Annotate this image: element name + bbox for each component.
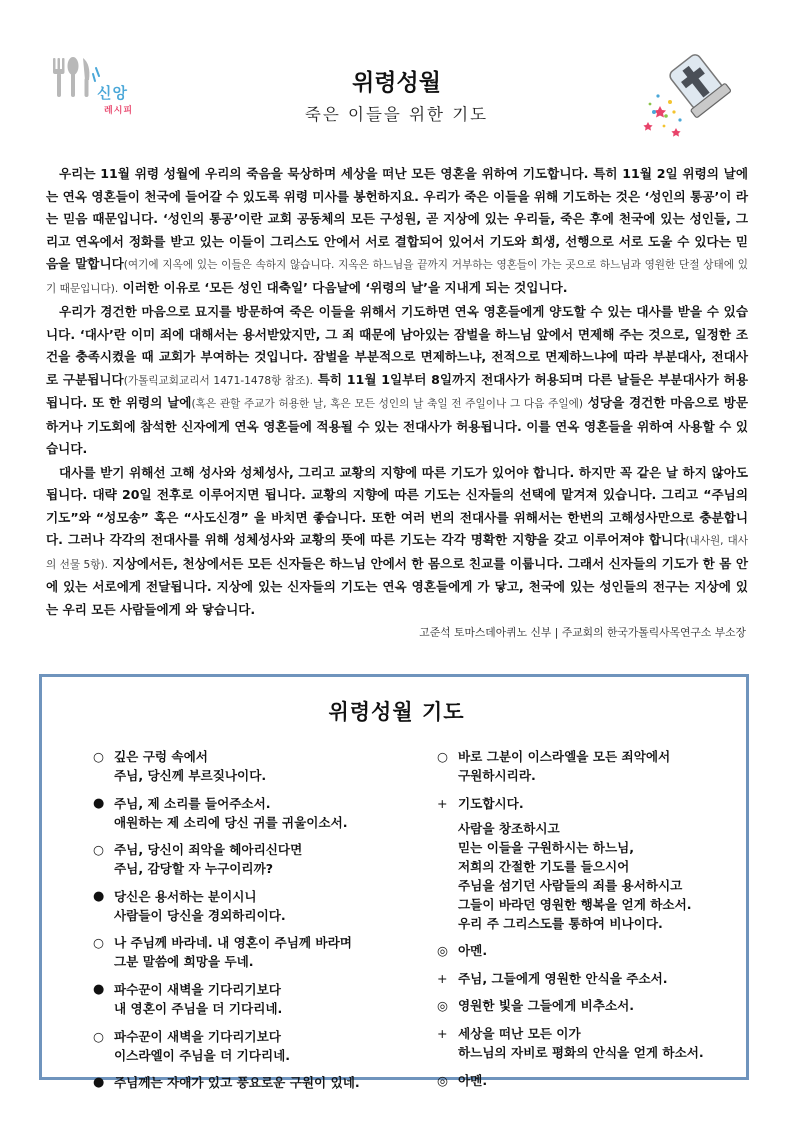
prayer-line: 주님을 섬기던 사람들의 죄를 용서하시고 [458, 877, 683, 893]
prayer-verse [437, 996, 747, 1015]
text-run: 성당을 경건한 마음으로 방문하거나 기도회에 참석한 신자에게 연옥 영혼들에 적용될 수 있는 전대사가 허용됩니다. 이를 연옥 영혼들을 위하여 사용할 수 있습니다. [46, 395, 749, 456]
filled-circle-marker: ● [93, 888, 105, 904]
article-body [46, 163, 748, 622]
cross-marker: + [437, 795, 448, 811]
prayer-line: 사람들이 당신을 경외하리이다. [114, 907, 286, 923]
prayer-verse [437, 1071, 747, 1090]
prayer-verse [437, 1024, 747, 1062]
text-run: 우리는 11월 위령 성월에 우리의 죽음을 묵상하며 세상을 떠난 모든 영혼을 위하여 기도합니다. 특히 11월 2일 위령의 날에는 연옥 영혼들이 천국에 들어갈 수 있도록 위령 미사를 봉헌하지요. 우리가 죽은 이들을 위해 기도하는 것은 ‘성인의 통공’이 라는 믿음 때문입니다. ‘성인의 통공’이란 교회 공동체의 모든 구성원, 곧 지상에 있는 우리들, 죽은 후에 천국에 있는 성인들, 그리고 연옥에서 정화를 받고 있는 이들이 그리스도 안에서 서로 결합되어 있어서 기도와 희생, 선행으로 서로 도울 수 있다는 믿음을 말합니다 [46, 166, 748, 271]
double-circle-marker: ◎ [437, 943, 448, 959]
prayer-verse [93, 1027, 423, 1065]
prayer-verse [93, 1073, 423, 1092]
double-circle-marker: ◎ [437, 1072, 448, 1088]
article-paragraph-1 [46, 163, 748, 300]
prayer-line: 주님, 당신이 죄악을 헤아리신다면 [114, 842, 303, 858]
prayer-line: 나 주님께 바라네. 내 영혼이 주님께 바라며 [114, 935, 352, 951]
prayer-verse [93, 933, 423, 971]
open-circle-marker: ○ [93, 842, 104, 858]
prayer-line: 기도합시다. [458, 795, 524, 811]
prayer-verse [437, 747, 747, 785]
text-run: 지상에서든, 천상에서든 모든 신자들은 하느님 안에서 한 몸으로 친교를 이룹니다. 그래서 신자들의 기도가 한 몸 안에 있는 서로에게 전달됩니다. 지상에 있는 신자들의 기도는 연옥 영혼들에게 가 닿고, 천국에 있는 성인들의 전구는 지상에 있는 우리 모든 사람들에게 와 닿습니다. [46, 555, 748, 617]
prayer-line: 파수꾼이 새벽을 기다리기보다 [114, 981, 281, 997]
prayer-line: 주님, 감당할 자 누구이리까? [114, 861, 274, 877]
prayer-verse [437, 941, 747, 960]
article-paragraph-2 [46, 301, 748, 461]
prayer-line: 바로 그분이 이스라엘을 모든 죄악에서 [458, 749, 671, 764]
page-subtitle: 죽은 이들을 위한 기도 [304, 105, 489, 124]
prayer-verse [93, 980, 423, 1018]
prayer-line: 아멘. [458, 943, 488, 959]
prayer-line: 우리 주 그리스도를 통하여 비나이다. [458, 915, 663, 931]
prayer-verse [437, 969, 747, 988]
logo-brand-text: 신앙 [97, 84, 128, 102]
prayer-line: 주님, 그들에게 영원한 안식을 주소서. [458, 970, 668, 986]
prayer-verse [93, 794, 423, 832]
prayer-line: 저희의 간절한 기도를 들으시어 [458, 858, 630, 874]
prayer-line: 애원하는 제 소리에 당신 귀를 귀울이소서. [114, 814, 348, 830]
open-circle-marker: ○ [93, 1028, 104, 1044]
note-run: (혹은 관할 주교가 허용한 날, 혹은 모든 성인의 날 축일 전 주일이나 그 다음 주일에) [191, 398, 583, 410]
filled-circle-marker: ● [93, 1075, 105, 1091]
prayer-verse [93, 887, 423, 925]
prayer-line: 이스라엘이 주님을 더 기다리네. [114, 1047, 291, 1063]
prayer-line: 주님, 제 소리를 들어주소서. [114, 795, 271, 811]
prayer-line: 파수꾼이 새벽을 기다리기보다 [114, 1028, 281, 1044]
prayer-title: 위령성월 기도 [328, 700, 465, 724]
prayer-line: 그들이 바라던 영원한 행복을 얻게 하소서. [458, 896, 692, 912]
prayer-line: 믿는 이들을 구원하시는 하느님, [458, 839, 635, 855]
prayer-line: 영원한 빛을 그들에게 비추소서. [458, 998, 635, 1014]
text-run: 특히 11월 1일부터 8일까지 전대사가 허용되며 다른 날들은 부분대사가 허용됩니다. 또 한 위령의 날에 [46, 371, 748, 410]
prayer-line: 그분 말씀에 희망을 두네. [114, 954, 254, 970]
logo-sub-text: 레시피 [104, 106, 134, 116]
prayer-verse [93, 747, 423, 785]
prayer-line: 주님, 당신께 부르짖나이다. [114, 768, 267, 783]
prayer-line: 내 영혼이 주님을 더 기다리네. [114, 1000, 283, 1016]
open-circle-marker: ○ [93, 749, 104, 764]
prayer-line: 당신은 용서하는 분이시니 [114, 888, 257, 904]
prayer-line: 사람을 창조하시고 [458, 820, 560, 836]
prayer-verse [437, 794, 747, 933]
prayer-verse [93, 840, 423, 878]
prayer-line: 세상을 떠난 모든 이가 [458, 1025, 581, 1041]
prayer-line: 아멘. [458, 1072, 488, 1088]
open-circle-marker: ○ [437, 749, 448, 764]
article-paragraph-3 [46, 462, 748, 622]
filled-circle-marker: ● [93, 981, 105, 997]
note-run: (내사원, 대사의 선물 5항). [46, 535, 748, 571]
text-run: 이러한 이유로 ‘모든 성인 대축일’ 다음날에 ‘위령의 날’을 지내게 되는 것입니다. [118, 279, 568, 295]
page-title: 위령성월 [352, 70, 441, 96]
open-circle-marker: ○ [93, 935, 104, 951]
text-run: 대사를 받기 위해선 고해 성사와 성체성사, 그리고 교황의 지향에 따른 기도가 있어야 합니다. 하지만 꼭 같은 날 하지 않아도 됩니다. 대략 20일 전후로 이루어지면 됩니다. 교황의 지향에 따른 기도는 신자들의 선택에 맡겨져 있습니다. 그리고 “주님의 기도”와 “성모송” 혹은 “사도신경” 을 바치면 좋습니다. 또한 여러 번의 전대사를 위해서는 한번의 고해성사만으로 충분합니다. 그러나 각각의 전대사를 위해 성체성사와 교황의 뜻에 따른 기도는 각각 명확한 지향을 갖고 이루어져야 합니다 [46, 464, 748, 547]
note-run: (가톨릭교회교리서 1471-1478항 참조). [123, 374, 314, 387]
cross-marker: + [437, 970, 448, 986]
prayer-line: 깊은 구렁 속에서 [114, 749, 208, 764]
prayer-column-right [437, 747, 747, 1098]
prayer-line: 주님께는 자애가 있고 풍요로운 구원이 있네. [114, 1075, 360, 1091]
prayer-line: 구원하시리라. [458, 768, 536, 783]
note-run: (여기에 지옥에 있는 이들은 속하지 않습니다. 지옥은 하느님을 끝까지 거부하는 영혼들이 가는 곳으로 하느님과 영원한 단절 상태에 있기 때문입니다). [46, 259, 748, 295]
cross-marker: + [437, 1025, 448, 1041]
author-credit: 고준석 토마스데아퀴노 신부 | 주교회의 한국가톨릭사목연구소 부소장 [419, 626, 746, 639]
text-run: 우리가 경건한 마음으로 묘지를 방문하여 죽은 이들을 위해서 기도하면 연옥 영혼들에게 양도할 수 있는 대사를 받을 수 있습니다. ‘대사’란 이미 죄에 대해서는 용서받았지만, 그 죄 때문에 남아있는 잠벌을 하느님 앞에서 면제해 주는 것으로, 일정한 조건을 충족시켰을 때 교회가 부여하는 것입니다. 잠벌을 부분적으로 면제하느냐, 전적으로 면제하느냐에 따라 부분대사, 전대사로 구분됩니다 [46, 304, 748, 387]
prayer-column-left [93, 747, 423, 1101]
filled-circle-marker: ● [93, 795, 105, 811]
prayer-line: 하느님의 자비로 평화의 안식을 얻게 하소서. [458, 1044, 704, 1060]
double-circle-marker: ◎ [437, 998, 448, 1014]
